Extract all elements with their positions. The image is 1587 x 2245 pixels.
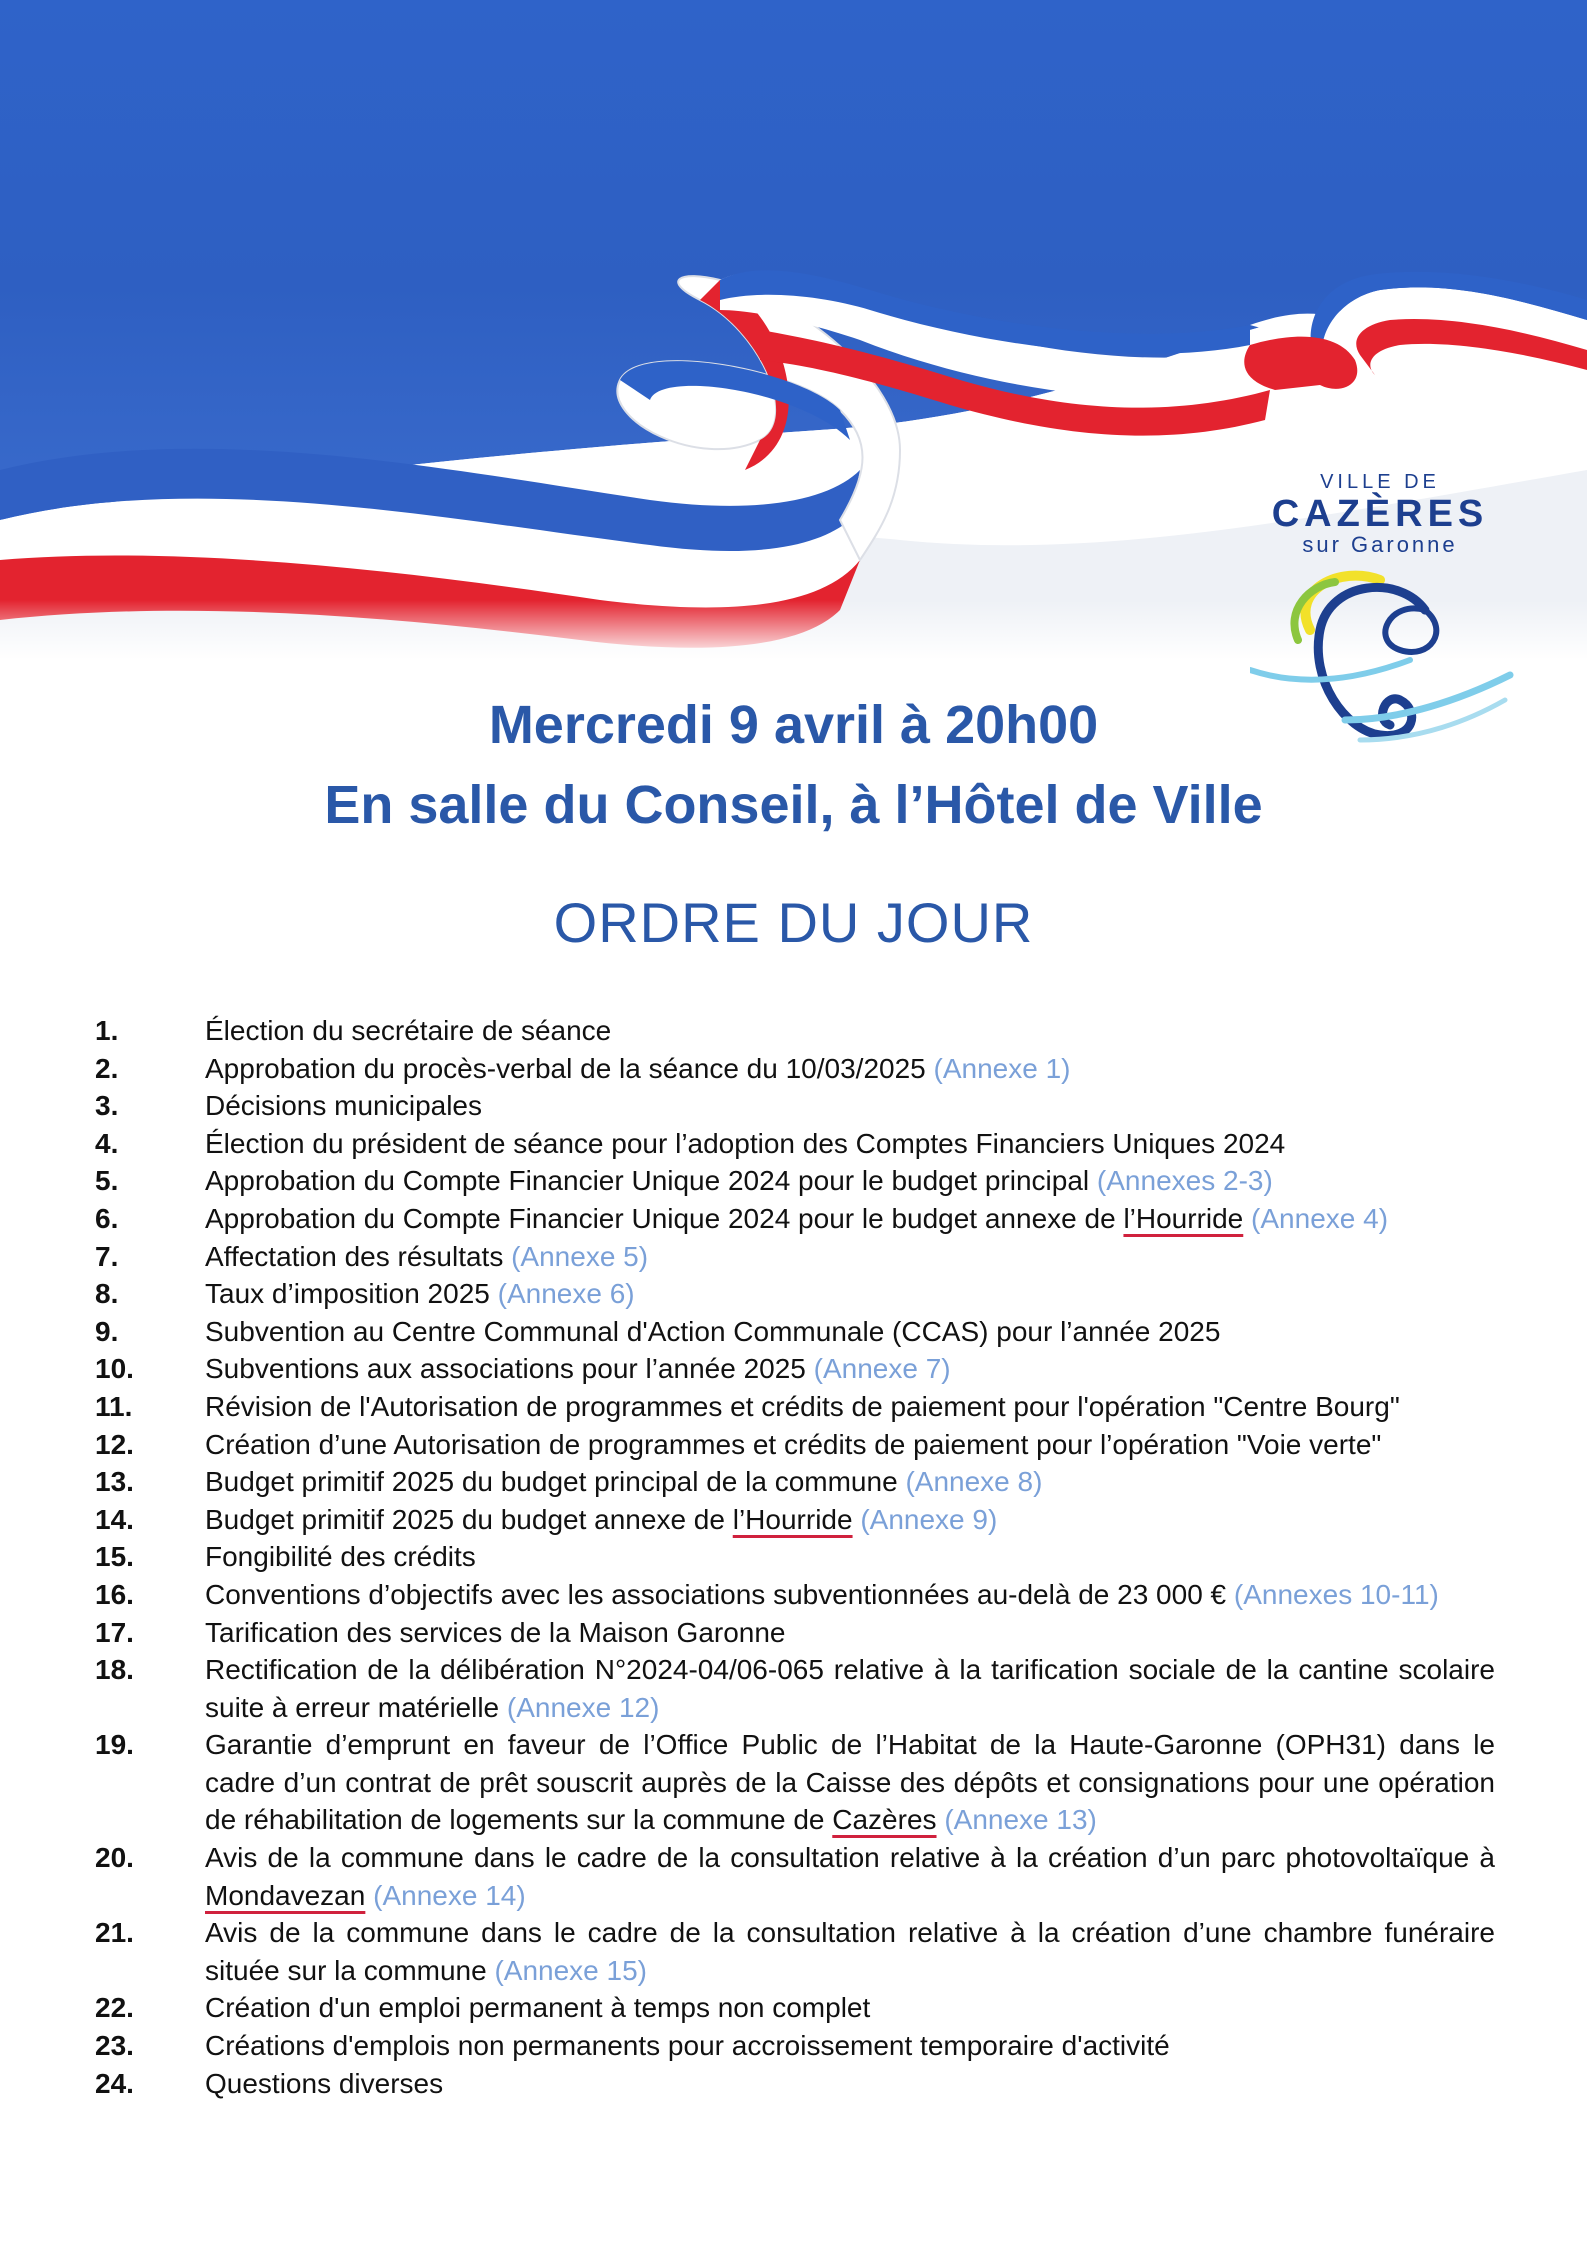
agenda-item-body [205,1238,1495,1276]
agenda-item-number: 14. [95,1503,134,1535]
agenda-item-underlined-name: l’Hourride [1123,1202,1244,1234]
agenda-item-annex: (Annexe 12) [506,1691,660,1723]
agenda-item-number: 8. [95,1278,119,1310]
agenda-item-body [205,1576,1495,1614]
agenda-item-number: 20. [95,1842,134,1874]
agenda-item [95,1463,1495,1501]
agenda-item-annex: (Annexe 15) [494,1954,648,1986]
agenda-item-body [205,1989,1495,2027]
agenda-item-body [205,1313,1495,1351]
agenda-item-number: 10. [95,1353,134,1385]
agenda-item-text: Approbation du Compte Financier Unique 2024 pour le budget annexe de [205,1202,1116,1234]
agenda-item-annex: (Annexe 1) [933,1052,1071,1084]
agenda-item-body [205,1463,1495,1501]
agenda-item [95,1388,1495,1426]
agenda-item-body [205,1726,1495,1839]
agenda-item-annex: (Annexe 9) [860,1503,998,1535]
logo-text [1240,470,1520,556]
agenda-item-body [205,1839,1495,1914]
agenda-item-text: Subventions aux associations pour l’année 2025 [205,1353,806,1385]
logo-line-3: sur Garonne [1302,532,1458,557]
meeting-date: Mercredi 9 avril à 20h00 [488,695,1099,755]
agenda-item-text: Révision de l'Autorisation de programmes et crédits de paiement pour l'opération "Centre Bourg" [205,1390,1400,1422]
agenda-item-number: 19. [95,1729,134,1761]
agenda-item [95,1162,1495,1200]
agenda-item-annex: (Annexe 7) [813,1353,951,1385]
agenda-item-text: Subvention au Centre Communal d'Action Communale (CCAS) pour l’année 2025 [205,1315,1221,1347]
agenda-item-body [205,1350,1495,1388]
agenda-item-text: Avis de la commune dans le cadre de la consultation relative à la création d’un parc photovoltaïque à [205,1842,1495,1874]
agenda-item-text: Décisions municipales [205,1090,483,1122]
agenda-item-annex: (Annexe 4) [1251,1202,1389,1234]
agenda-item-body [205,1614,1495,1652]
agenda-item-annex: (Annexe 14) [373,1879,526,1911]
agenda-item-text: Conventions d’objectifs avec les associations subventionnées au-delà de 23 000 € [205,1578,1227,1610]
agenda-item-text: Élection du secrétaire de séance [205,1015,612,1046]
page-title: ORDRE DU JOUR [553,891,1034,954]
agenda-item-body [205,1538,1495,1576]
agenda-item [95,1050,1495,1088]
agenda-item-underlined-name: Cazères [832,1804,937,1836]
agenda-item [95,1651,1495,1726]
agenda-item-number: 21. [95,1917,134,1949]
agenda-item-number: 16. [95,1578,134,1610]
agenda-item-number: 22. [95,1992,134,2024]
logo-line-1: VILLE DE [1320,471,1440,493]
agenda-item-annex: (Annexe 13) [944,1804,1097,1836]
agenda-item-number: 24. [95,2067,134,2099]
agenda-item-body [205,1050,1495,1088]
agenda-item-number: 15. [95,1541,134,1573]
agenda-item-underlined-name: l’Hourride [732,1503,853,1535]
logo-line-2: CAZÈRES [1271,493,1489,535]
agenda-item [95,1426,1495,1464]
agenda-item-number: 12. [95,1428,134,1460]
agenda-item-number: 11. [95,1390,133,1422]
agenda-item-body [205,1651,1495,1726]
agenda-item-body [205,1125,1495,1163]
agenda-item-number: 23. [95,2030,134,2062]
agenda-item-body [205,1914,1495,1989]
agenda-item [95,1012,1495,1050]
agenda-item-number: 13. [95,1466,134,1498]
agenda-item-text: Avis de la commune dans le cadre de la consultation relative à la création d’une chambre funéraire située sur la commune [205,1917,1495,1986]
agenda-item-number: 3. [95,1090,119,1122]
agenda-item-text: Rectification de la délibération N°2024-04/06-065 relative à la tarification sociale de la cantine scolaire suite à erreur matérielle [205,1654,1495,1723]
agenda-item-body [205,1501,1495,1539]
agenda-item [95,1087,1495,1125]
agenda-item-body [205,2027,1495,2065]
agenda-item [95,1576,1495,1614]
agenda-item-annex: (Annexes 10-11) [1233,1578,1439,1610]
agenda-item-number: 7. [95,1240,119,1272]
agenda-item-annex: (Annexe 6) [497,1278,635,1310]
agenda-item-annex: (Annexe 5) [511,1240,649,1272]
agenda-item-body [205,2065,1495,2103]
agenda-item [95,1200,1495,1238]
agenda-item-text: Approbation du procès-verbal de la séance du 10/03/2025 [205,1052,926,1084]
agenda-item-text: Taux d’imposition 2025 [205,1278,490,1310]
agenda-item [95,1238,1495,1276]
agenda-item-text: Tarification des services de la Maison Garonne [205,1616,786,1648]
agenda-item [95,2027,1495,2065]
agenda-item-text: Création d'un emploi permanent à temps non complet [205,1992,871,2024]
agenda-item-body [205,1388,1495,1426]
agenda-item [95,1275,1495,1313]
agenda-item [95,1538,1495,1576]
agenda-item [95,1726,1495,1839]
agenda-item-text: Approbation du Compte Financier Unique 2024 pour le budget principal [205,1165,1090,1197]
agenda-item-text: Élection du président de séance pour l’adoption des Comptes Financiers Uniques 2024 [205,1127,1286,1159]
agenda-item-text: Fongibilité des crédits [205,1541,476,1573]
agenda-item [95,1501,1495,1539]
agenda-item-text: Affectation des résultats [205,1240,504,1272]
agenda-item-text: Créations d'emplois non permanents pour accroissement temporaire d'activité [205,2030,1170,2062]
agenda-item-number: 2. [95,1052,119,1084]
agenda-item-text: Garantie d’emprunt en faveur de l’Office Public de l’Habitat de la Haute-Garonne (OPH31) dans le cadre d’un contrat de prêt souscrit auprès de la Caisse des dépôts et consignations pour une opération de réhabilitation de logements sur la commune de [205,1729,1495,1836]
agenda-item [95,1839,1495,1914]
agenda-item-number: 4. [95,1127,119,1159]
agenda-item-number: 6. [95,1202,119,1234]
agenda-item [95,1350,1495,1388]
agenda-item-annex: (Annexe 8) [905,1466,1043,1498]
agenda-item [95,2065,1495,2103]
agenda-item-body [205,1275,1495,1313]
agenda-item-body [205,1087,1495,1125]
agenda-item-text: Questions diverses [205,2067,444,2099]
agenda-item-text: Budget primitif 2025 du budget annexe de [205,1503,725,1535]
meeting-location: En salle du Conseil, à l’Hôtel de Ville [324,775,1263,835]
agenda-item-body [205,1012,1495,1050]
agenda-item-body [205,1426,1495,1464]
agenda-item-text: Création d’une Autorisation de programmes et crédits de paiement pour l’opération "Voie verte" [205,1428,1382,1460]
agenda-item [95,1614,1495,1652]
agenda-item [95,1313,1495,1351]
agenda-item [95,1914,1495,1989]
agenda-item-text: Budget primitif 2025 du budget principal de la commune [205,1466,898,1498]
agenda-item-underlined-name: Mondavezan [205,1879,366,1911]
agenda-item-number: 18. [95,1654,134,1686]
agenda-item-number: 1. [95,1015,119,1046]
agenda-item-body [205,1200,1495,1238]
agenda-item-number: 17. [95,1616,134,1648]
agenda-item [95,1989,1495,2027]
agenda-item-number: 5. [95,1165,119,1197]
agenda-item-body [205,1162,1495,1200]
agenda-item-annex: (Annexes 2-3) [1096,1165,1273,1197]
agenda-item-number: 9. [95,1315,119,1347]
agenda-list [95,1012,1495,2102]
agenda-item [95,1125,1495,1163]
